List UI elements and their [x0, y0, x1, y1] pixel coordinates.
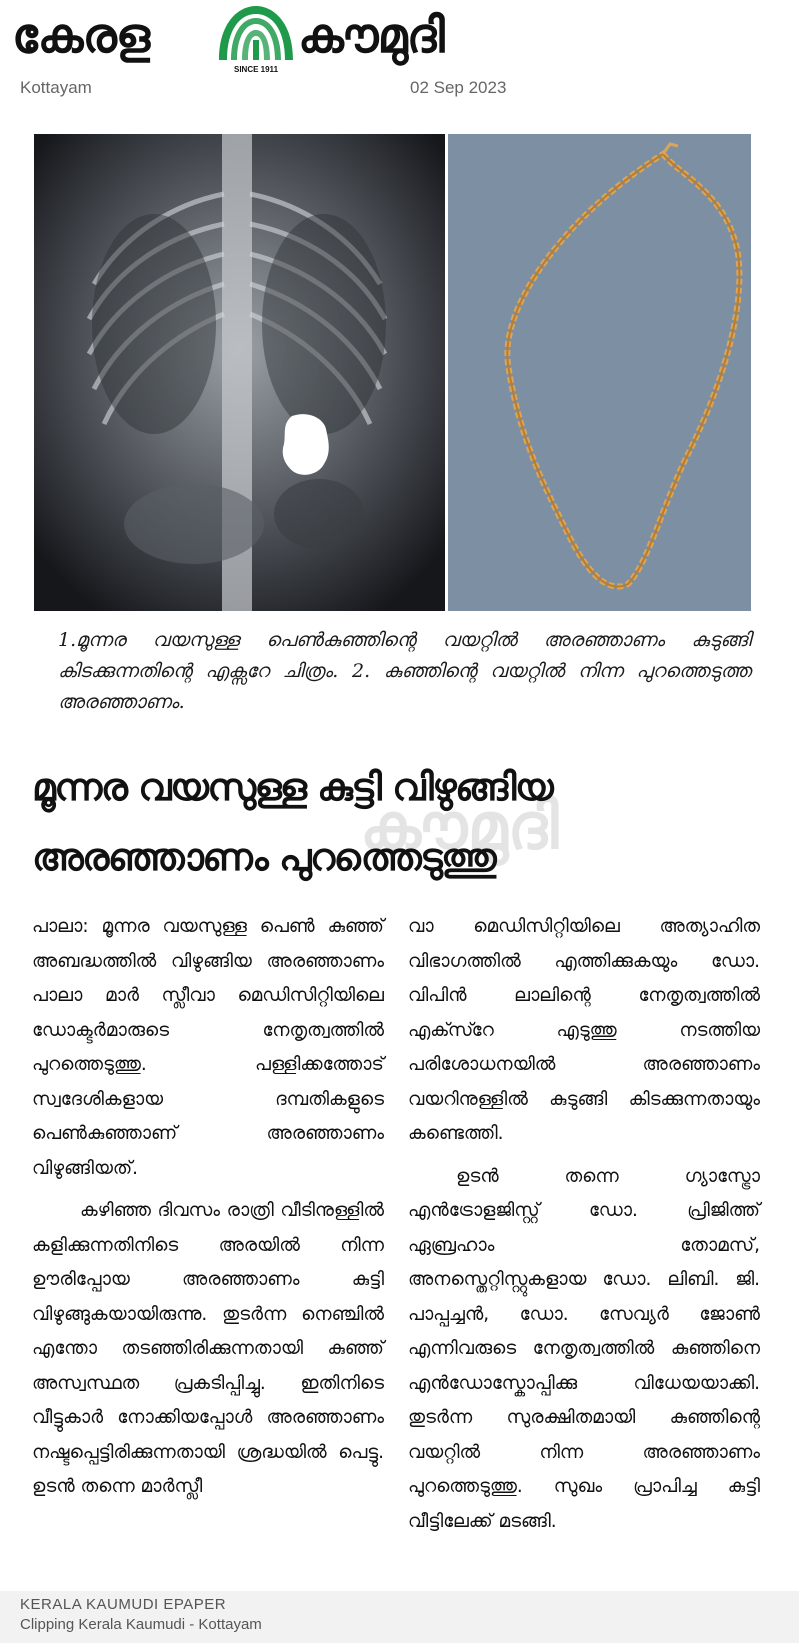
headline — [32, 752, 752, 892]
article-column-right — [408, 910, 760, 1539]
photo-caption: 1.മൂന്നര വയസുള്ള പെൺകുഞ്ഞിന്റെ വയറ്റിൽ അരഞ്ഞാണം കുടുങ്ങി കിടക്കുന്നതിന്റെ എക്സറേ ചിത്രം. 2. കുഞ്ഞിന്റെ വയറ്റിൽ നിന്ന പുറത്തെടുത്ത അരഞ്ഞാണം. — [58, 629, 751, 713]
article-paragraph: പാലാ: മൂന്നര വയസുള്ള പെൺ കുഞ്ഞ് അബദ്ധത്തിൽ വിഴുങ്ങിയ അരഞ്ഞാണം പാലാ മാർ സ്ലീവാ മെഡിസിറ്റിയിലെ ഡോക്ടർമാരുടെ നേതൃത്വത്തിൽ പുറത്തെടുത്തു. പള്ളിക്കത്തോട് സ്വദേശികളായ ദമ്പതികളുടെ പെൺകുഞ്ഞാണ് അരഞ്ഞാണം വിഴുങ്ങിയത്. — [32, 916, 384, 1179]
article-paragraph: കഴിഞ്ഞ ദിവസം രാത്രി വീടിനുള്ളിൽ കളിക്കുന്നതിനിടെ അരയിൽ നിന്ന ഊരിപ്പോയ അരഞ്ഞാണം കുട്ടി വിഴുങ്ങുകയായിരുന്നു. തുടർന്ന നെഞ്ചിൽ എന്തോ തടഞ്ഞിരിക്കുന്നതായി കുഞ്ഞ് അസ്വസ്ഥത പ്രകടിപ്പിച്ചു. ഇതിനിടെ വീട്ടുകാർ നോക്കിയപ്പോൾ അരഞ്ഞാണം നഷ്ടപ്പെട്ടിരിക്കുന്നതായി ശ്രദ്ധയിൽ പെട്ടു. ഉടൻ തന്നെ മാർസ്ലീ — [32, 1200, 384, 1497]
footer-brand: KERALA KAUMUDI EPAPER — [20, 1596, 227, 1613]
edition-place: Kottayam — [20, 78, 92, 97]
masthead-title-right: കൗമുദി — [298, 8, 444, 64]
headline-line-2: അരഞ്ഞാണം പുറത്തെടുത്തു — [32, 835, 496, 879]
masthead — [0, 0, 799, 100]
masthead-since: SINCE 1911 — [233, 65, 279, 74]
article-paragraph: വാ മെഡിസിറ്റിയിലെ അത്യാഹിത വിഭാഗത്തിൽ എത്തിക്കുകയും ഡോ. വിപിൻ ലാലിന്റെ നേതൃത്വത്തിൽ എക്സ്റേ എടുത്തു നടത്തിയ പരിശോധനയിൽ അരഞ്ഞാണം വയറിനുള്ളിൽ കുടുങ്ങി കിടക്കുന്നതായും കണ്ടെത്തി. — [408, 916, 760, 1144]
article-paragraph: ഉടൻ തന്നെ ഗ്യാസ്ട്രോ എൻട്രോളജിസ്റ്റ് ഡോ. പ്രിജിത്ത് ഏബ്രഹാം തോമസ്, അനസ്തെറ്റിസ്റ്റുകളായ ഡോ. ലിബി. ജി. പാപ്പച്ചൻ, ഡോ. സേവ്യർ ജോൺ എന്നിവരുടെ നേതൃത്വത്തിൽ കുഞ്ഞിനെ എൻഡോസ്കോപ്പിക്കു വിധേയയാക്കി. തുടർന്ന സുരക്ഷിതമായി കുഞ്ഞിന്റെ വയറ്റിൽ നിന്ന അരഞ്ഞാണം പുറത്തെടുത്തു. സുഖം പ്രാപിച്ച കുട്ടി വീട്ടിലേക്ക് മടങ്ങി. — [408, 1165, 760, 1532]
gold-chain-photo — [448, 134, 751, 611]
footer — [0, 1591, 799, 1643]
headline-line-1: മൂന്നര വയസുള്ള കുട്ടി വിഴുങ്ങിയ — [32, 765, 553, 809]
footer-clipping: Clipping Kerala Kaumudi - Kottayam — [20, 1616, 262, 1633]
kaumudi-logo — [213, 2, 299, 76]
xray-photo — [34, 134, 445, 611]
masthead-title-left: കേരള — [12, 8, 150, 64]
photo-pair — [34, 134, 751, 611]
watermark: കൗമുദി — [360, 790, 559, 864]
edition-date: 02 Sep 2023 — [410, 78, 507, 97]
article-column-left — [32, 910, 384, 1505]
